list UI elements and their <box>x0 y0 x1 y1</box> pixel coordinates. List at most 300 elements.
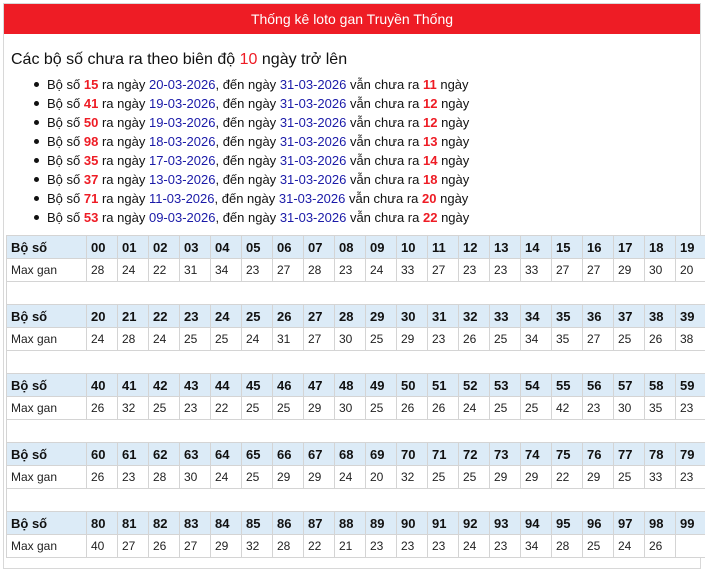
gan-cell: 34 <box>211 259 242 282</box>
number-cell: 89 <box>366 512 397 535</box>
gan-cell: 23 <box>118 466 149 489</box>
table-row-values <box>7 259 705 282</box>
gan-cell: 30 <box>180 466 211 489</box>
gan-cell: 28 <box>552 535 583 558</box>
summary-item <box>31 208 700 227</box>
number-cell: 49 <box>366 374 397 397</box>
gan-cell: 23 <box>490 535 521 558</box>
summary-to-label: , đến ngày <box>215 210 277 225</box>
loto-gan-tables <box>6 235 695 558</box>
summary-to-label: , đến ngày <box>215 172 277 187</box>
summary-to-label: , đến ngày <box>215 134 277 149</box>
number-cell: 28 <box>335 305 366 328</box>
gan-cell: 25 <box>149 397 180 420</box>
summary-to-label: , đến ngày <box>215 153 277 168</box>
summary-from-date: 17-03-2026 <box>148 153 216 168</box>
row-label: Max gan <box>7 466 87 489</box>
gan-cell: 27 <box>552 259 583 282</box>
summary-to-date: 31-03-2026 <box>279 172 347 187</box>
gan-cell-empty <box>676 535 705 558</box>
gan-cell: 40 <box>87 535 118 558</box>
gan-cell: 34 <box>521 328 552 351</box>
number-cell: 43 <box>180 374 211 397</box>
head-label: Bộ số <box>7 374 87 397</box>
gan-cell: 30 <box>335 397 366 420</box>
number-cell: 88 <box>335 512 366 535</box>
gan-cell: 32 <box>397 466 428 489</box>
spacer-cell <box>7 282 705 305</box>
number-cell: 12 <box>459 236 490 259</box>
number-cell: 56 <box>583 374 614 397</box>
summary-days: 22 <box>422 210 438 225</box>
summary-to-date: 31-03-2026 <box>279 77 347 92</box>
gan-cell: 42 <box>552 397 583 420</box>
gan-cell: 25 <box>490 328 521 351</box>
summary-from-label: ra ngày <box>101 96 146 111</box>
number-cell: 51 <box>428 374 459 397</box>
summary-still-label: vẫn chưa ra <box>348 191 419 206</box>
summary-still-label: vẫn chưa ra <box>349 115 420 130</box>
gan-cell: 25 <box>180 328 211 351</box>
summary-still-label: vẫn chưa ra <box>349 172 420 187</box>
number-cell: 19 <box>676 236 705 259</box>
summary-number: 98 <box>83 134 99 149</box>
number-cell: 30 <box>397 305 428 328</box>
number-cell: 24 <box>211 305 242 328</box>
gan-cell: 32 <box>242 535 273 558</box>
gan-cell: 25 <box>242 466 273 489</box>
number-cell: 93 <box>490 512 521 535</box>
gan-cell: 26 <box>397 397 428 420</box>
number-cell: 35 <box>552 305 583 328</box>
gan-cell: 24 <box>87 328 118 351</box>
number-cell: 84 <box>211 512 242 535</box>
number-cell: 79 <box>676 443 705 466</box>
number-cell: 85 <box>242 512 273 535</box>
number-cell: 50 <box>397 374 428 397</box>
number-cell: 76 <box>583 443 614 466</box>
number-cell: 39 <box>676 305 705 328</box>
gan-cell: 24 <box>366 259 397 282</box>
summary-to-label: , đến ngày <box>215 96 277 111</box>
row-label: Max gan <box>7 397 87 420</box>
subtitle <box>11 50 700 70</box>
summary-days-label: ngày <box>441 153 470 168</box>
number-cell: 48 <box>335 374 366 397</box>
gan-cell: 25 <box>614 466 645 489</box>
number-cell: 66 <box>273 443 304 466</box>
gan-cell: 33 <box>645 466 676 489</box>
gan-cell: 25 <box>583 535 614 558</box>
summary-days-label: ngày <box>441 134 470 149</box>
number-cell: 82 <box>149 512 180 535</box>
head-label: Bộ số <box>7 443 87 466</box>
summary-from-label: ra ngày <box>101 134 146 149</box>
number-cell: 41 <box>118 374 149 397</box>
number-cell: 01 <box>118 236 149 259</box>
gan-cell: 26 <box>87 397 118 420</box>
gan-cell: 35 <box>645 397 676 420</box>
gan-cell: 29 <box>273 466 304 489</box>
number-cell: 18 <box>645 236 676 259</box>
number-cell: 64 <box>211 443 242 466</box>
summary-from-label: ra ngày <box>101 153 146 168</box>
number-cell: 62 <box>149 443 180 466</box>
gan-cell: 24 <box>459 397 490 420</box>
subtitle-post: ngày trở lên <box>261 51 348 68</box>
gan-cell: 22 <box>149 259 180 282</box>
number-cell: 21 <box>118 305 149 328</box>
number-cell: 63 <box>180 443 211 466</box>
number-cell: 40 <box>87 374 118 397</box>
head-label: Bộ số <box>7 236 87 259</box>
block-spacer <box>7 351 705 374</box>
gan-cell: 30 <box>645 259 676 282</box>
table-row-header <box>7 443 705 466</box>
gan-cell: 25 <box>211 328 242 351</box>
number-cell: 36 <box>583 305 614 328</box>
summary-to-label: , đến ngày <box>214 191 276 206</box>
summary-list <box>31 75 700 227</box>
number-cell: 77 <box>614 443 645 466</box>
gan-cell: 26 <box>87 466 118 489</box>
number-cell: 54 <box>521 374 552 397</box>
number-cell: 99 <box>676 512 705 535</box>
summary-item <box>31 75 700 94</box>
summary-from-label: ra ngày <box>101 191 146 206</box>
gan-cell: 29 <box>521 466 552 489</box>
table-row-values <box>7 466 705 489</box>
summary-from-date: 09-03-2026 <box>148 210 216 225</box>
gan-cell: 27 <box>304 328 335 351</box>
summary-to-date: 31-03-2026 <box>279 115 347 130</box>
number-cell: 61 <box>118 443 149 466</box>
table-row-header <box>7 374 705 397</box>
summary-days-label: ngày <box>441 172 470 187</box>
gan-cell: 24 <box>118 259 149 282</box>
number-cell: 08 <box>335 236 366 259</box>
number-cell: 96 <box>583 512 614 535</box>
number-cell: 06 <box>273 236 304 259</box>
number-cell: 05 <box>242 236 273 259</box>
summary-from-label: ra ngày <box>101 210 146 225</box>
number-cell: 94 <box>521 512 552 535</box>
number-cell: 97 <box>614 512 645 535</box>
summary-to-label: , đến ngày <box>215 77 277 92</box>
gan-cell: 27 <box>583 328 614 351</box>
gan-cell: 24 <box>211 466 242 489</box>
summary-label: Bộ số <box>47 96 81 111</box>
summary-to-date: 31-03-2026 <box>279 210 347 225</box>
number-cell: 17 <box>614 236 645 259</box>
gan-cell: 26 <box>459 328 490 351</box>
number-cell: 91 <box>428 512 459 535</box>
number-cell: 71 <box>428 443 459 466</box>
summary-days-label: ngày <box>440 77 469 92</box>
gan-cell: 20 <box>676 259 705 282</box>
summary-from-label: ra ngày <box>101 77 146 92</box>
number-cell: 16 <box>583 236 614 259</box>
summary-days: 18 <box>422 172 438 187</box>
row-label: Max gan <box>7 328 87 351</box>
summary-to-label: , đến ngày <box>215 115 277 130</box>
gan-cell: 30 <box>614 397 645 420</box>
number-cell: 13 <box>490 236 521 259</box>
summary-days: 14 <box>422 153 438 168</box>
summary-from-date: 19-03-2026 <box>148 96 216 111</box>
summary-still-label: vẫn chưa ra <box>349 96 420 111</box>
gan-cell: 29 <box>583 466 614 489</box>
number-cell: 78 <box>645 443 676 466</box>
gan-cell: 29 <box>397 328 428 351</box>
gan-cell: 29 <box>211 535 242 558</box>
summary-label: Bộ số <box>47 172 81 187</box>
number-cell: 33 <box>490 305 521 328</box>
number-cell: 90 <box>397 512 428 535</box>
gan-cell: 20 <box>366 466 397 489</box>
head-label: Bộ số <box>7 512 87 535</box>
number-cell: 67 <box>304 443 335 466</box>
number-cell: 00 <box>87 236 118 259</box>
summary-from-date: 18-03-2026 <box>148 134 216 149</box>
subtitle-range: 10 <box>239 51 258 68</box>
gan-cell: 31 <box>180 259 211 282</box>
gan-cell: 29 <box>614 259 645 282</box>
summary-number: 50 <box>83 115 99 130</box>
number-cell: 23 <box>180 305 211 328</box>
summary-from-date: 13-03-2026 <box>148 172 216 187</box>
number-cell: 57 <box>614 374 645 397</box>
gan-cell: 25 <box>490 397 521 420</box>
gan-cell: 23 <box>459 259 490 282</box>
summary-from-date: 20-03-2026 <box>148 77 216 92</box>
gan-cell: 21 <box>335 535 366 558</box>
number-cell: 52 <box>459 374 490 397</box>
gan-cell: 30 <box>335 328 366 351</box>
summary-days: 20 <box>422 191 437 206</box>
number-cell: 45 <box>242 374 273 397</box>
table-row-header <box>7 512 705 535</box>
spacer-cell <box>7 351 705 374</box>
number-cell: 11 <box>428 236 459 259</box>
subtitle-pre: Các bộ số chưa ra theo biên độ <box>11 51 236 68</box>
summary-item <box>31 151 700 170</box>
number-cell: 38 <box>645 305 676 328</box>
number-cell: 83 <box>180 512 211 535</box>
summary-item <box>31 189 700 208</box>
summary-days: 13 <box>422 134 438 149</box>
gan-cell: 29 <box>490 466 521 489</box>
gan-cell: 23 <box>490 259 521 282</box>
gan-cell: 22 <box>211 397 242 420</box>
gan-cell: 35 <box>552 328 583 351</box>
gan-cell: 25 <box>459 466 490 489</box>
gan-cell: 31 <box>273 328 304 351</box>
number-cell: 10 <box>397 236 428 259</box>
table-row-header <box>7 236 705 259</box>
summary-days: 11 <box>422 77 437 92</box>
summary-days-label: ngày <box>441 210 470 225</box>
gan-cell: 25 <box>242 397 273 420</box>
number-cell: 81 <box>118 512 149 535</box>
gan-cell: 23 <box>676 466 705 489</box>
gan-cell: 23 <box>428 535 459 558</box>
number-cell: 73 <box>490 443 521 466</box>
gan-cell: 28 <box>149 466 180 489</box>
summary-item <box>31 132 700 151</box>
summary-still-label: vẫn chưa ra <box>349 134 420 149</box>
page-title: Thống kê loto gan Truyền Thống <box>4 4 700 34</box>
summary-from-label: ra ngày <box>101 115 146 130</box>
gan-cell: 23 <box>676 397 705 420</box>
number-cell: 26 <box>273 305 304 328</box>
gan-cell: 38 <box>676 328 705 351</box>
summary-item <box>31 170 700 189</box>
number-cell: 02 <box>149 236 180 259</box>
summary-label: Bộ số <box>47 77 81 92</box>
gan-cell: 28 <box>87 259 118 282</box>
number-cell: 58 <box>645 374 676 397</box>
table-row-values <box>7 328 705 351</box>
summary-to-date: 31-03-2026 <box>278 191 346 206</box>
number-cell: 34 <box>521 305 552 328</box>
summary-still-label: vẫn chưa ra <box>349 77 420 92</box>
summary-from-date: 11-03-2026 <box>148 191 215 206</box>
gan-cell: 23 <box>428 328 459 351</box>
summary-number: 35 <box>83 153 99 168</box>
gan-cell: 25 <box>428 466 459 489</box>
gan-cell: 23 <box>583 397 614 420</box>
gan-cell: 28 <box>118 328 149 351</box>
summary-days: 12 <box>422 115 438 130</box>
gan-cell: 24 <box>614 535 645 558</box>
number-cell: 47 <box>304 374 335 397</box>
gan-cell: 25 <box>366 328 397 351</box>
summary-number: 15 <box>83 77 99 92</box>
summary-from-date: 19-03-2026 <box>148 115 216 130</box>
gan-cell: 27 <box>180 535 211 558</box>
number-cell: 72 <box>459 443 490 466</box>
spacer-cell <box>7 420 705 443</box>
gan-cell: 26 <box>645 328 676 351</box>
summary-number: 41 <box>83 96 99 111</box>
summary-number: 71 <box>83 191 99 206</box>
gan-cell: 24 <box>459 535 490 558</box>
number-cell: 09 <box>366 236 397 259</box>
summary-label: Bộ số <box>47 153 81 168</box>
gan-cell: 33 <box>521 259 552 282</box>
number-cell: 69 <box>366 443 397 466</box>
table-row-values <box>7 535 705 558</box>
summary-to-date: 31-03-2026 <box>279 153 347 168</box>
gan-cell: 27 <box>273 259 304 282</box>
number-cell: 25 <box>242 305 273 328</box>
number-cell: 37 <box>614 305 645 328</box>
gan-cell: 27 <box>118 535 149 558</box>
summary-days-label: ngày <box>441 115 470 130</box>
number-cell: 92 <box>459 512 490 535</box>
gan-cell: 22 <box>552 466 583 489</box>
summary-label: Bộ số <box>47 191 81 206</box>
row-label: Max gan <box>7 535 87 558</box>
summary-still-label: vẫn chưa ra <box>349 153 420 168</box>
summary-number: 37 <box>83 172 99 187</box>
gan-cell: 27 <box>428 259 459 282</box>
gan-cell: 25 <box>273 397 304 420</box>
gan-cell: 26 <box>645 535 676 558</box>
summary-days-label: ngày <box>440 191 469 206</box>
summary-days-label: ngày <box>441 96 470 111</box>
gan-cell: 33 <box>397 259 428 282</box>
gan-cell: 27 <box>583 259 614 282</box>
number-cell: 98 <box>645 512 676 535</box>
table-row-values <box>7 397 705 420</box>
gan-cell: 23 <box>242 259 273 282</box>
summary-still-label: vẫn chưa ra <box>349 210 420 225</box>
table-row-header <box>7 305 705 328</box>
spacer-cell <box>7 489 705 512</box>
gan-cell: 23 <box>180 397 211 420</box>
gan-cell: 23 <box>366 535 397 558</box>
gan-cell: 26 <box>149 535 180 558</box>
number-cell: 53 <box>490 374 521 397</box>
block-spacer <box>7 282 705 305</box>
number-cell: 32 <box>459 305 490 328</box>
number-cell: 65 <box>242 443 273 466</box>
summary-to-date: 31-03-2026 <box>279 134 347 149</box>
gan-cell: 23 <box>397 535 428 558</box>
gan-cell: 25 <box>366 397 397 420</box>
gan-cell: 29 <box>304 466 335 489</box>
gan-cell: 29 <box>304 397 335 420</box>
gan-cell: 24 <box>149 328 180 351</box>
gan-cell: 22 <box>304 535 335 558</box>
number-cell: 95 <box>552 512 583 535</box>
summary-label: Bộ số <box>47 134 81 149</box>
number-cell: 75 <box>552 443 583 466</box>
head-label: Bộ số <box>7 305 87 328</box>
number-cell: 55 <box>552 374 583 397</box>
gan-cell: 24 <box>242 328 273 351</box>
number-cell: 42 <box>149 374 180 397</box>
gan-cell: 28 <box>273 535 304 558</box>
number-cell: 14 <box>521 236 552 259</box>
number-cell: 07 <box>304 236 335 259</box>
gan-cell: 25 <box>521 397 552 420</box>
gan-cell: 34 <box>521 535 552 558</box>
gan-cell: 25 <box>614 328 645 351</box>
number-cell: 86 <box>273 512 304 535</box>
number-cell: 15 <box>552 236 583 259</box>
summary-from-label: ra ngày <box>101 172 146 187</box>
number-cell: 04 <box>211 236 242 259</box>
number-cell: 70 <box>397 443 428 466</box>
gan-cell: 23 <box>335 259 366 282</box>
number-cell: 60 <box>87 443 118 466</box>
number-cell: 80 <box>87 512 118 535</box>
gan-cell: 28 <box>304 259 335 282</box>
summary-item <box>31 94 700 113</box>
number-cell: 27 <box>304 305 335 328</box>
number-cell: 22 <box>149 305 180 328</box>
number-cell: 59 <box>676 374 705 397</box>
number-cell: 46 <box>273 374 304 397</box>
gan-cell: 24 <box>335 466 366 489</box>
gan-cell: 26 <box>428 397 459 420</box>
summary-to-date: 31-03-2026 <box>279 96 347 111</box>
gan-cell: 32 <box>118 397 149 420</box>
summary-label: Bộ số <box>47 115 81 130</box>
